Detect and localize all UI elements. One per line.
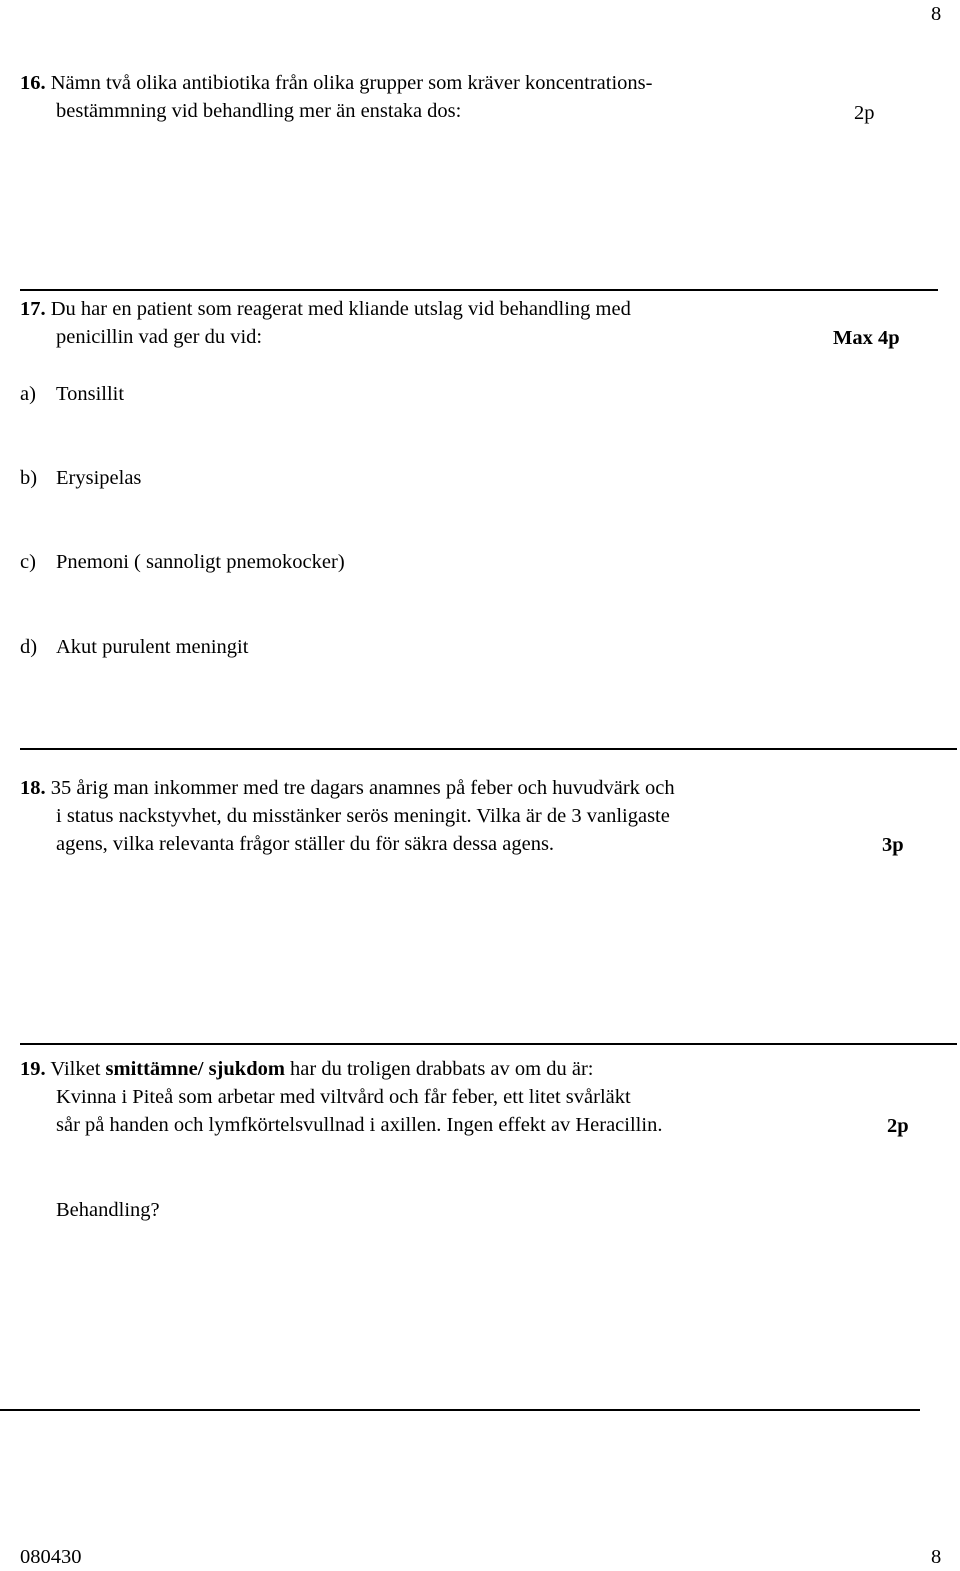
- question-text-line-2: bestämmning vid behandling mer än enstaka dos:: [56, 100, 462, 122]
- question-text-line-1: Du har en patient som reagerat med kliande utslag vid behandling med: [50, 298, 631, 320]
- list-item: [20, 464, 141, 492]
- footer-date: 080430: [20, 1546, 82, 1568]
- list-item-label: d): [20, 636, 38, 658]
- question-18: [20, 774, 675, 802]
- question-number: 17.: [20, 298, 46, 320]
- list-item: [20, 548, 345, 576]
- list-item-label: c): [20, 551, 36, 573]
- question-text-bold: smittämne/ sjukdom: [105, 1058, 285, 1080]
- question-16: [20, 69, 652, 97]
- followup-question: Behandling?: [56, 1199, 160, 1221]
- points-badge: 2p: [887, 1115, 909, 1137]
- question-text-line-2: penicillin vad ger du vid:: [56, 326, 263, 348]
- question-text-line-3: sår på handen och lymfkörtelsvullnad i axillen. Ingen effekt av Heracillin.: [56, 1114, 663, 1136]
- list-item-text: Pnemoni ( sannoligt pnemokocker): [56, 551, 345, 573]
- list-item: [20, 380, 124, 408]
- question-17: [20, 295, 631, 323]
- list-item-label: b): [20, 467, 38, 489]
- list-item: [20, 633, 248, 661]
- separator-line: [20, 1043, 957, 1045]
- page-number-top: 8: [931, 3, 942, 25]
- question-text-line-2: i status nackstyvhet, du misstänker serös meningit. Vilka är de 3 vanligaste: [56, 805, 670, 827]
- separator-line: [20, 748, 957, 750]
- question-text-line-2: Kvinna i Piteå som arbetar med viltvård och får feber, ett litet svårläkt: [56, 1086, 631, 1108]
- question-number: 18.: [20, 777, 46, 799]
- list-item-text: Tonsillit: [56, 383, 125, 405]
- separator-line: [20, 289, 938, 291]
- points-badge: 3p: [882, 834, 904, 856]
- list-item-text: Akut purulent meningit: [56, 636, 249, 658]
- points-badge: 2p: [854, 102, 875, 124]
- list-item-label: a): [20, 383, 36, 405]
- question-number: 16.: [20, 72, 46, 94]
- footer-page-number: 8: [931, 1546, 942, 1568]
- question-19: [20, 1055, 593, 1083]
- question-text-line-1: 35 årig man inkommer med tre dagars anamnes på feber och huvudvärk och: [50, 777, 675, 799]
- points-badge: Max 4p: [833, 327, 900, 349]
- question-text-post: har du troligen drabbats av om du är:: [290, 1058, 594, 1080]
- question-text-line-3: agens, vilka relevanta frågor ställer du för säkra dessa agens.: [56, 833, 555, 855]
- question-text-pre: Vilket: [50, 1058, 101, 1080]
- question-text-line-1: Nämn två olika antibiotika från olika grupper som kräver koncentrations-: [50, 72, 653, 94]
- question-number: 19.: [20, 1058, 46, 1080]
- list-item-text: Erysipelas: [56, 467, 142, 489]
- separator-line: [0, 1409, 920, 1411]
